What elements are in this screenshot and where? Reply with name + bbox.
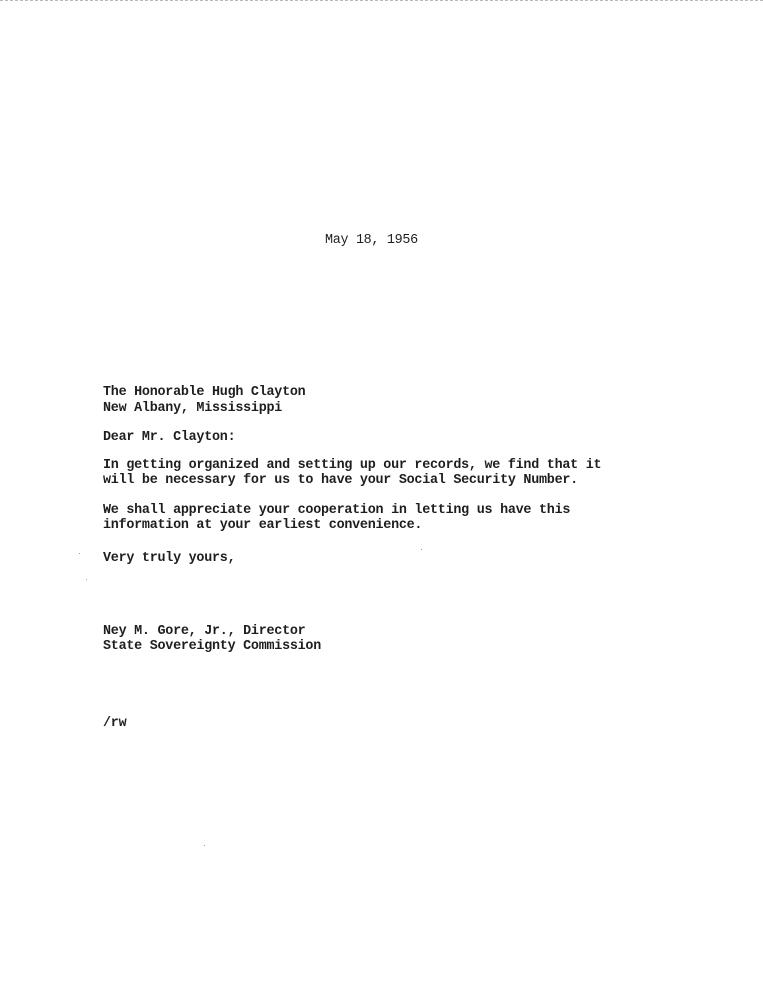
scan-speck (421, 549, 422, 550)
recipient-name: The Honorable Hugh Clayton (103, 385, 306, 400)
scan-speck (204, 845, 205, 846)
scan-speck (79, 553, 80, 554)
signer-organization: State Sovereignty Commission (103, 639, 321, 654)
closing: Very truly yours, (103, 551, 236, 566)
recipient-location: New Albany, Mississippi (103, 401, 283, 416)
letter-date: May 18, 1956 (325, 233, 418, 248)
body-paragraph-1-line-1: In getting organized and setting up our records, we find that it (103, 458, 602, 473)
typist-initials: /rw (103, 716, 127, 731)
body-paragraph-2-line-2: information at your earliest convenience. (103, 518, 423, 533)
signer-name: Ney M. Gore, Jr., Director (103, 624, 306, 639)
scan-speck (86, 579, 87, 580)
body-paragraph-2-line-1: We shall appreciate your cooperation in letting us have this (103, 503, 571, 518)
salutation: Dear Mr. Clayton: (103, 430, 236, 445)
body-paragraph-1-line-2: will be necessary for us to have your Social Security Number. (103, 473, 578, 488)
page-top-edge (0, 0, 763, 1)
